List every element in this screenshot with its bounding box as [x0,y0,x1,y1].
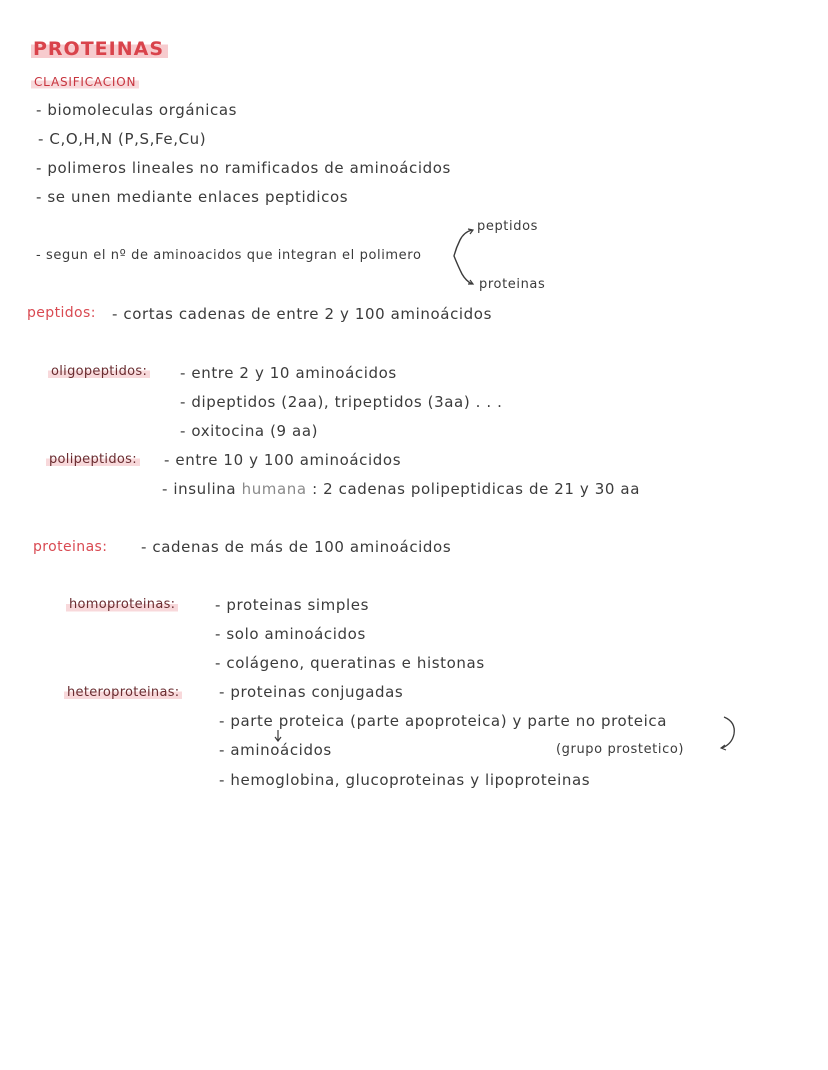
classification-item: - C,O,H,N (P,S,Fe,Cu) [38,130,207,148]
grupo-prostetico-note: (grupo prostetico) [556,742,685,757]
curved-arrow-icon [716,714,742,752]
branch-label-peptidos: peptidos [477,219,538,234]
section-heading-clasificacion: CLASIFICACION [31,75,139,89]
homoproteinas-item: - colágeno, queratinas e histonas [215,654,485,672]
oligopeptidos-item: - oxitocina (9 aa) [180,422,319,440]
term-homoproteinas: homoproteinas: [66,597,178,612]
polipeptidos-item: - entre 10 y 100 aminoácidos [164,451,402,469]
heteroproteinas-item: - parte proteica (parte apoproteica) y parte no proteica [219,712,668,730]
term-peptidos: peptidos: [27,305,96,321]
branch-label-proteinas: proteinas [479,277,546,292]
classification-item: - polimeros lineales no ramificados de aminoácidos [36,159,451,177]
homoproteinas-item: - proteinas simples [215,596,370,614]
term-oligopeptidos: oligopeptidos: [48,364,150,379]
proteinas-definition: - cadenas de más de 100 aminoácidos [141,538,452,556]
peptidos-definition: - cortas cadenas de entre 2 y 100 aminoácidos [112,305,492,323]
classification-item: - se unen mediante enlaces peptidicos [36,188,349,206]
oligopeptidos-item: - dipeptidos (2aa), tripeptidos (3aa) . . . [180,393,503,411]
term-heteroproteinas: heteroproteinas: [64,685,182,700]
insulina-detail: : 2 cadenas polipeptidicas de 21 y 30 aa [312,480,641,498]
heteroproteinas-item: - hemoglobina, glucoproteinas y lipoproteinas [219,771,591,789]
term-proteinas: proteinas: [33,539,108,555]
insulina-text: - insulina [162,480,237,498]
classification-item: - biomoleculas orgánicas [36,101,238,119]
heteroproteinas-item: - proteinas conjugadas [219,683,404,701]
page-title: PROTEINAS [31,38,168,60]
humana-text: humana [241,480,307,498]
branch-brace-icon [448,226,478,288]
homoproteinas-item: - solo aminoácidos [215,625,366,643]
polipeptidos-item [162,480,640,498]
oligopeptidos-item: - entre 2 y 10 aminoácidos [180,364,397,382]
term-polipeptidos: polipeptidos: [46,452,140,467]
heteroproteinas-item: - aminoácidos [219,741,332,759]
classification-item: - segun el nº de aminoacidos que integran el polimero [36,248,422,263]
